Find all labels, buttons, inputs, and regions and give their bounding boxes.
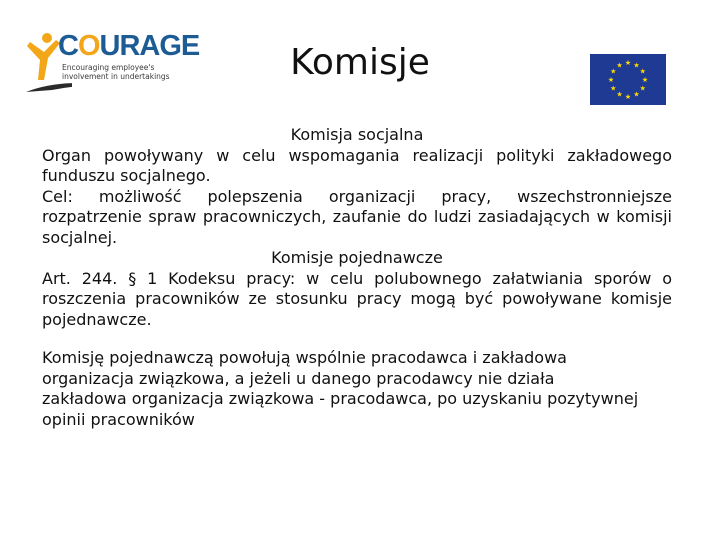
eu-flag-icon	[590, 54, 666, 105]
logo-wordmark: COURAGE	[58, 30, 200, 62]
eu-star-icon: ★	[639, 67, 646, 76]
eu-star-icon: ★	[607, 76, 615, 84]
eu-star-icon: ★	[639, 84, 646, 93]
section-heading-social: Komisja socjalna	[290, 125, 424, 144]
social-paragraph-1: Organ powoływany w celu wspomagania realizacji polityki zakładowego funduszu socjalnego.	[42, 145, 672, 185]
eu-star-icon: ★	[610, 84, 617, 93]
eu-star-icon: ★	[624, 93, 632, 101]
eu-star-icon: ★	[633, 90, 640, 99]
logo-tagline: Encouraging employee's involvement in undertakings	[62, 63, 170, 81]
eu-star-icon: ★	[641, 76, 649, 84]
eu-star-icon: ★	[624, 59, 632, 67]
section-heading-conciliation: Komisje pojednawcze	[271, 248, 443, 267]
eu-star-icon: ★	[616, 61, 623, 70]
courage-logo	[22, 28, 200, 98]
social-paragraph-2: Cel: możliwość polepszenia organizacji pracy, wszechstronniejsze rozpatrzenie spraw pracowniczych, zaufanie do ludzi zasiadających w komisji socjalnej.	[42, 186, 672, 247]
conciliation-paragraph-2: Komisję pojednawczą powołują wspólnie pracodawca i zakładowa organizacja związkowa, a jeżeli u danego pracodawcy nie działa zakładowa organizacja związkowa - pracodawca, po uzyskaniu pozytywnej opinii pracowników	[42, 348, 639, 429]
eu-star-icon: ★	[610, 67, 617, 76]
conciliation-paragraph-1: Art. 244. § 1 Kodeksu pracy: w celu polubownego załatwiania sporów o roszczenia pracowników ze stosunku pracy mogą być powoływane komisje pojednawcze.	[42, 268, 672, 329]
eu-star-icon: ★	[633, 61, 640, 70]
content-area	[42, 125, 672, 430]
eu-star-icon: ★	[616, 90, 623, 99]
page-title: Komisje	[290, 42, 430, 83]
